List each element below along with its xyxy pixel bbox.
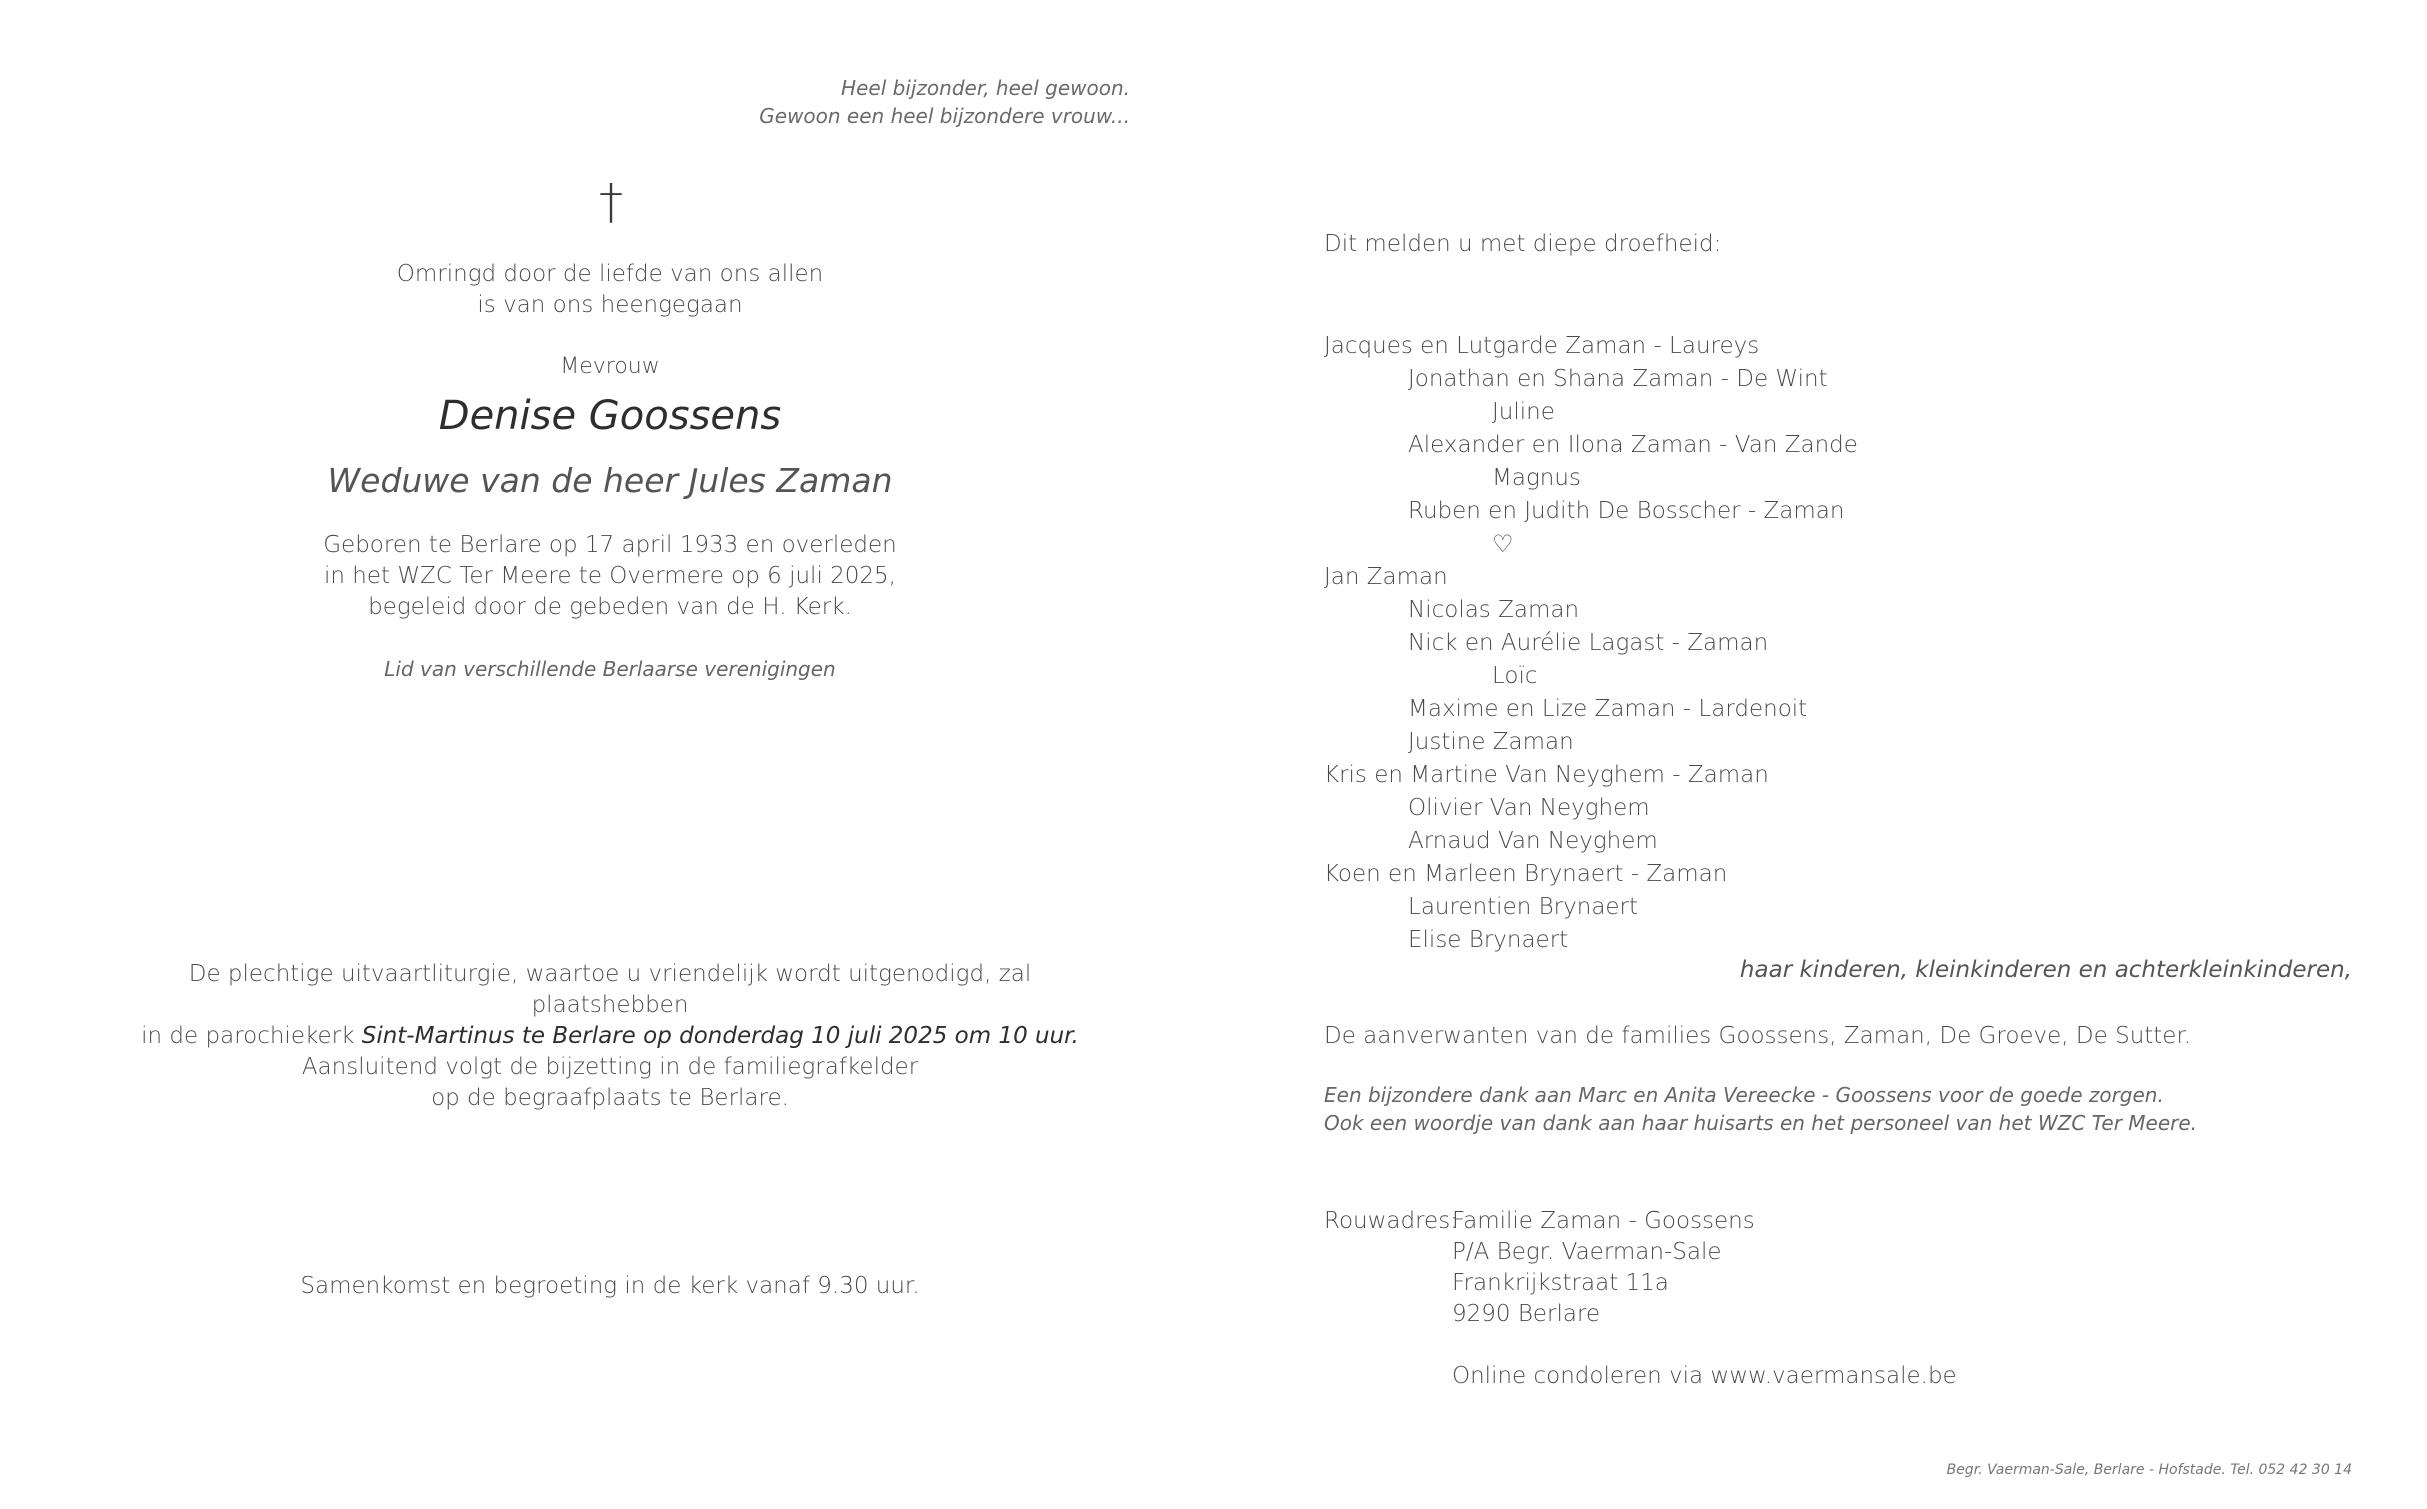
address-label: Rouwadres: xyxy=(1324,1208,1458,1234)
family-list xyxy=(1324,330,2354,957)
service-prefix: in de parochiekerk xyxy=(141,1023,362,1049)
family-member-name: Magnus xyxy=(1492,465,1581,491)
relatives-text: De aanverwanten van de families Goossens, Zaman, De Groeve, De Sutter. xyxy=(1324,1023,2192,1049)
family-member-name: Arnaud Van Neyghem xyxy=(1408,828,1658,854)
family-member-name: Maxime en Lize Zaman - Lardenoit xyxy=(1408,696,1808,722)
family-member-line xyxy=(1324,792,2354,825)
address-line: Familie Zaman - Goossens xyxy=(1452,1208,1755,1234)
family-member-line xyxy=(1324,660,2354,693)
address-line: 9290 Berlare xyxy=(1452,1301,1601,1327)
intro-line: Omringd door de liefde van ons allen xyxy=(396,261,824,287)
family-member-line xyxy=(1324,825,2354,858)
announcement-text: Dit melden u met diepe droefheid: xyxy=(1324,231,1722,257)
family-member-line xyxy=(1324,726,2354,759)
family-member-name: Kris en Martine Van Neyghem - Zaman xyxy=(1324,762,1769,788)
family-member-name: Jacques en Lutgarde Zaman - Laureys xyxy=(1324,333,1760,359)
quote-line: Gewoon een heel bijzondere vrouw... xyxy=(759,104,1130,128)
funeral-service-text xyxy=(140,959,1080,1114)
family-member-name: Koen en Marleen Brynaert - Zaman xyxy=(1324,861,1728,887)
thanks-line: Ook een woordje van dank aan haar huisarts en het personeel van het WZC Ter Meere. xyxy=(1324,1111,2198,1135)
heart-icon: ♡ xyxy=(1492,530,1514,558)
cross-icon: † xyxy=(599,174,623,230)
address-lines xyxy=(1452,1206,1755,1330)
born-line: Geboren te Berlare op 17 april 1933 en overleden xyxy=(323,532,897,558)
service-line: De plechtige uitvaartliturgie, waartoe u vriendelijk wordt uitgenodigd, zal plaatshebben xyxy=(188,961,1032,1018)
service-line: Aansluitend volgt de bijzetting in de familiegrafkelder xyxy=(301,1054,919,1080)
family-member-name: Juline xyxy=(1492,399,1555,425)
family-member-name: Nicolas Zaman xyxy=(1408,597,1580,623)
service-church-date: Sint-Martinus te Berlare op donderdag 10 juli 2025 om 10 uur. xyxy=(361,1023,1079,1049)
family-member-line xyxy=(1324,396,2354,429)
family-member-line xyxy=(1324,924,2354,957)
family-member-name: Loïc xyxy=(1492,663,1538,689)
family-member-line xyxy=(1324,891,2354,924)
family-member-name: Jan Zaman xyxy=(1324,564,1448,590)
family-member-name: Alexander en Ilona Zaman - Van Zande xyxy=(1408,432,1858,458)
family-member-name: Justine Zaman xyxy=(1408,729,1574,755)
family-member-name: Ruben en Judith De Bosscher - Zaman xyxy=(1408,498,1845,524)
family-member-line xyxy=(1324,528,2354,561)
widow-of-text: Weduwe van de heer Jules Zaman xyxy=(327,461,893,500)
membership-note: Lid van verschillende Berlaarse verenigingen xyxy=(384,657,836,681)
thanks-text xyxy=(1324,1081,2197,1137)
family-member-line xyxy=(1324,627,2354,660)
funeral-home-footer: Begr. Vaerman-Sale, Berlare - Hofstade. Tel. 052 42 30 14 xyxy=(1946,1462,2352,1478)
epigraph-quote xyxy=(700,74,1130,130)
born-line: begeleid door de gebeden van de H. Kerk. xyxy=(368,594,852,620)
quote-line: Heel bijzonder, heel gewoon. xyxy=(841,76,1130,100)
born-line: in het WZC Ter Meere te Overmere op 6 juli 2025, xyxy=(323,563,896,589)
family-member-line xyxy=(1324,759,2354,792)
address-line: Frankrijkstraat 11a xyxy=(1452,1270,1669,1296)
online-condolence-text: Online condoleren via www.vaermansale.be xyxy=(1452,1363,1957,1389)
family-member-line xyxy=(1324,363,2354,396)
service-line xyxy=(140,1021,1080,1052)
intro-text xyxy=(140,259,1080,321)
family-member-line xyxy=(1324,462,2354,495)
family-member-name: Jonathan en Shana Zaman - De Wint xyxy=(1408,366,1828,392)
family-member-line xyxy=(1324,858,2354,891)
family-member-line xyxy=(1324,693,2354,726)
deceased-name: Denise Goossens xyxy=(438,393,782,439)
family-member-name: Nick en Aurélie Lagast - Zaman xyxy=(1408,630,1769,656)
family-summary: haar kinderen, kleinkinderen en achterkleinkinderen, xyxy=(1739,957,2352,983)
family-member-line xyxy=(1324,561,2354,594)
family-member-name: Laurentien Brynaert xyxy=(1408,894,1639,920)
thanks-line: Een bijzondere dank aan Marc en Anita Vereecke - Goossens voor de goede zorgen. xyxy=(1324,1083,2164,1107)
mourning-address xyxy=(1324,1206,1755,1330)
intro-line: is van ons heengegaan xyxy=(477,292,743,318)
family-member-line xyxy=(1324,594,2354,627)
honorific: Mevrouw xyxy=(560,354,660,379)
family-member-name: Olivier Van Neyghem xyxy=(1408,795,1650,821)
service-line: op de begraafplaats te Berlare. xyxy=(431,1085,789,1111)
family-member-line xyxy=(1324,330,2354,363)
family-member-name: Elise Brynaert xyxy=(1408,927,1569,953)
gathering-text: Samenkomst en begroeting in de kerk vanaf 9.30 uur. xyxy=(300,1273,920,1299)
birth-death-text xyxy=(140,530,1080,623)
family-member-line xyxy=(1324,495,2354,528)
address-line: P/A Begr. Vaerman-Sale xyxy=(1452,1239,1722,1265)
family-member-line xyxy=(1324,429,2354,462)
